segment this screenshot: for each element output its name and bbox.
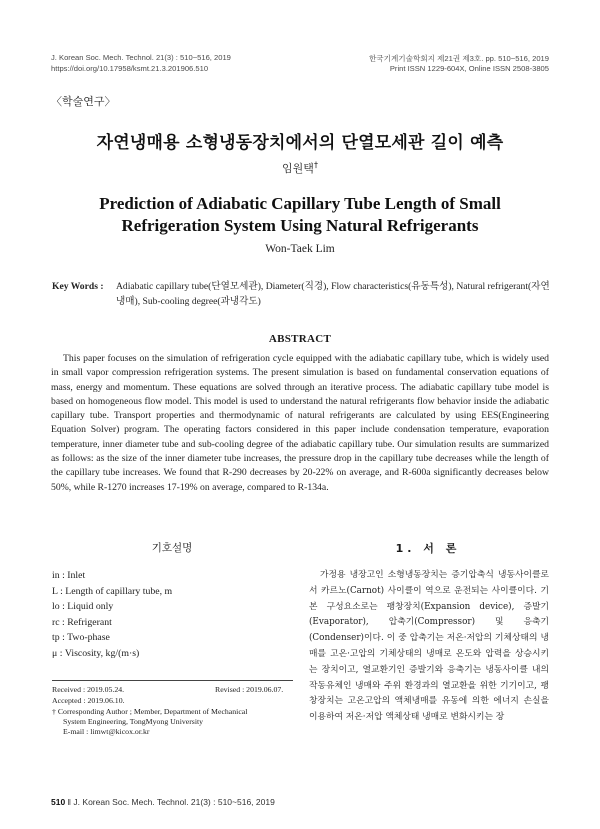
introduction-text: 가정용 냉장고인 소형냉동장치는 증기압축식 냉동사이클로서 카르노(Carnot) 사이클이 역으로 운전되는 사이클이다. 기본 구성요소로는 팽창장치(Expansion device), 증발기(Evaporator), 압축기(Compressor) 및 응축기(Condenser)이다. 이 중 압축기는 저온·저압의 기체상태의 냉매를 고온·고압의 기체상태의 냉매로 온도와 압력을 상승시키는 장치이고, 열교환기인 증발기와 응축기는 냉동사이클 내의 작동유체인 냉매와 주위 환경과의 열교환을 위한 기기이고, 팽창장치는 고온고압의 액체냉매를 유동에 의한 에너지 손실을 이용하여 저온·저압 액체상태 냉매로 변화시키는 장 xyxy=(309,570,549,723)
abstract-text: This paper focuses on the simulation of refrigeration cycle equipped with the adiabatic capillary tube, which is widely used in small vapor compression refrigeration systems. The present simulation is based on fundamental conservation equations of mass, energy and momentum. These equations are solved through an iterative process. The adiabatic capillary tube model is based on homogeneous flow model. This model is used to understand the natural refrigerants flow behavior inside the adiabatic capillary tube. Transport properties and thermodynamic of natural refrigerants are calculated by using EES(Engineering Equation Solver) program. The operating factors considered in this paper include condensation temperature, evaporation temperature, inner diameter tube and sub-cooling degree of the adiabatic capillary tube. Our simulation results are summarized as follows: as the size of the inner diameter tube increases, the pressure drop in the capillary tube decreases while the length of the capillary tube increases. We found that R-290 decreases by 20-22% on average, and R-600a significantly decreases below 50%, while R-1270 increases 17-19% on average, compared to R-134a. xyxy=(51,353,549,493)
journal-citation-korean: 한국기계기술학회지 제21권 제3호. pp. 510~516, 2019 xyxy=(368,54,549,63)
title-english: Prediction of Adiabatic Capillary Tube Length of Small Refrigeration System Using Natural Refrigerants xyxy=(99,194,501,235)
keywords-text: Adiabatic capillary tube(단열모세관), Diameter(직경), Flow characteristics(유동특성), Natural refrigerant(자연냉매), Sub-cooling degree(과냉각도) xyxy=(116,281,550,307)
author-korean-name: 임원택 xyxy=(282,162,314,175)
received-date: Received : 2019.05.24. xyxy=(52,685,125,694)
footnote-divider xyxy=(52,680,293,681)
author-email: E-mail : limwt@kicox.or.kr xyxy=(63,727,150,736)
page-number: 510 xyxy=(51,797,66,807)
nomenclature-heading: 기호설명 xyxy=(151,542,193,554)
nomenclature-item: tp : Two-phase xyxy=(52,632,110,644)
accepted-date: Accepted : 2019.06.10. xyxy=(52,696,125,705)
corresponding-author: † Corresponding Author ; Member, Department of Mechanical xyxy=(52,707,248,716)
author-english: Won-Taek Lim xyxy=(265,243,335,255)
corresponding-mark: † xyxy=(313,160,318,170)
nomenclature-item: lo : Liquid only xyxy=(52,601,114,613)
issn-info: Print ISSN 1229-604X, Online ISSN 2508-3805 xyxy=(389,64,549,73)
page-footer: 510 ‖ J. Korean Soc. Mech. Technol. 21(3) : 510~516, 2019 xyxy=(51,797,275,807)
keywords-block xyxy=(52,280,550,309)
abstract-heading: ABSTRACT xyxy=(268,333,332,345)
doi-link[interactable]: https://doi.org/10.17958/ksmt.21.3.201906.510 xyxy=(51,64,209,73)
author-korean xyxy=(0,160,600,176)
nomenclature-item: L : Length of capillary tube, m xyxy=(52,585,173,597)
nomenclature-item: in : Inlet xyxy=(52,570,86,581)
journal-citation-header: J. Korean Soc. Mech. Technol. 21(3) : 510~516, 2019 xyxy=(51,53,231,62)
title-korean: 자연냉매용 소형냉동장치에서의 단열모세관 길이 예측 xyxy=(96,133,504,153)
footer-citation: J. Korean Soc. Mech. Technol. 21(3) : 510~516, 2019 xyxy=(73,797,275,807)
corresponding-affiliation: System Engineering, TongMyong University xyxy=(63,717,204,726)
keywords-label: Key Words : xyxy=(52,281,104,292)
nomenclature-list xyxy=(52,568,172,662)
introduction-heading: 1. 서 론 xyxy=(395,542,461,555)
revised-date: Revised : 2019.06.07. xyxy=(215,685,284,694)
nomenclature-item: rc : Refrigerant xyxy=(52,616,112,628)
nomenclature-item: μ : Viscosity, kg/(m·s) xyxy=(52,647,140,659)
article-category: 〈학술연구〉 xyxy=(51,95,116,108)
